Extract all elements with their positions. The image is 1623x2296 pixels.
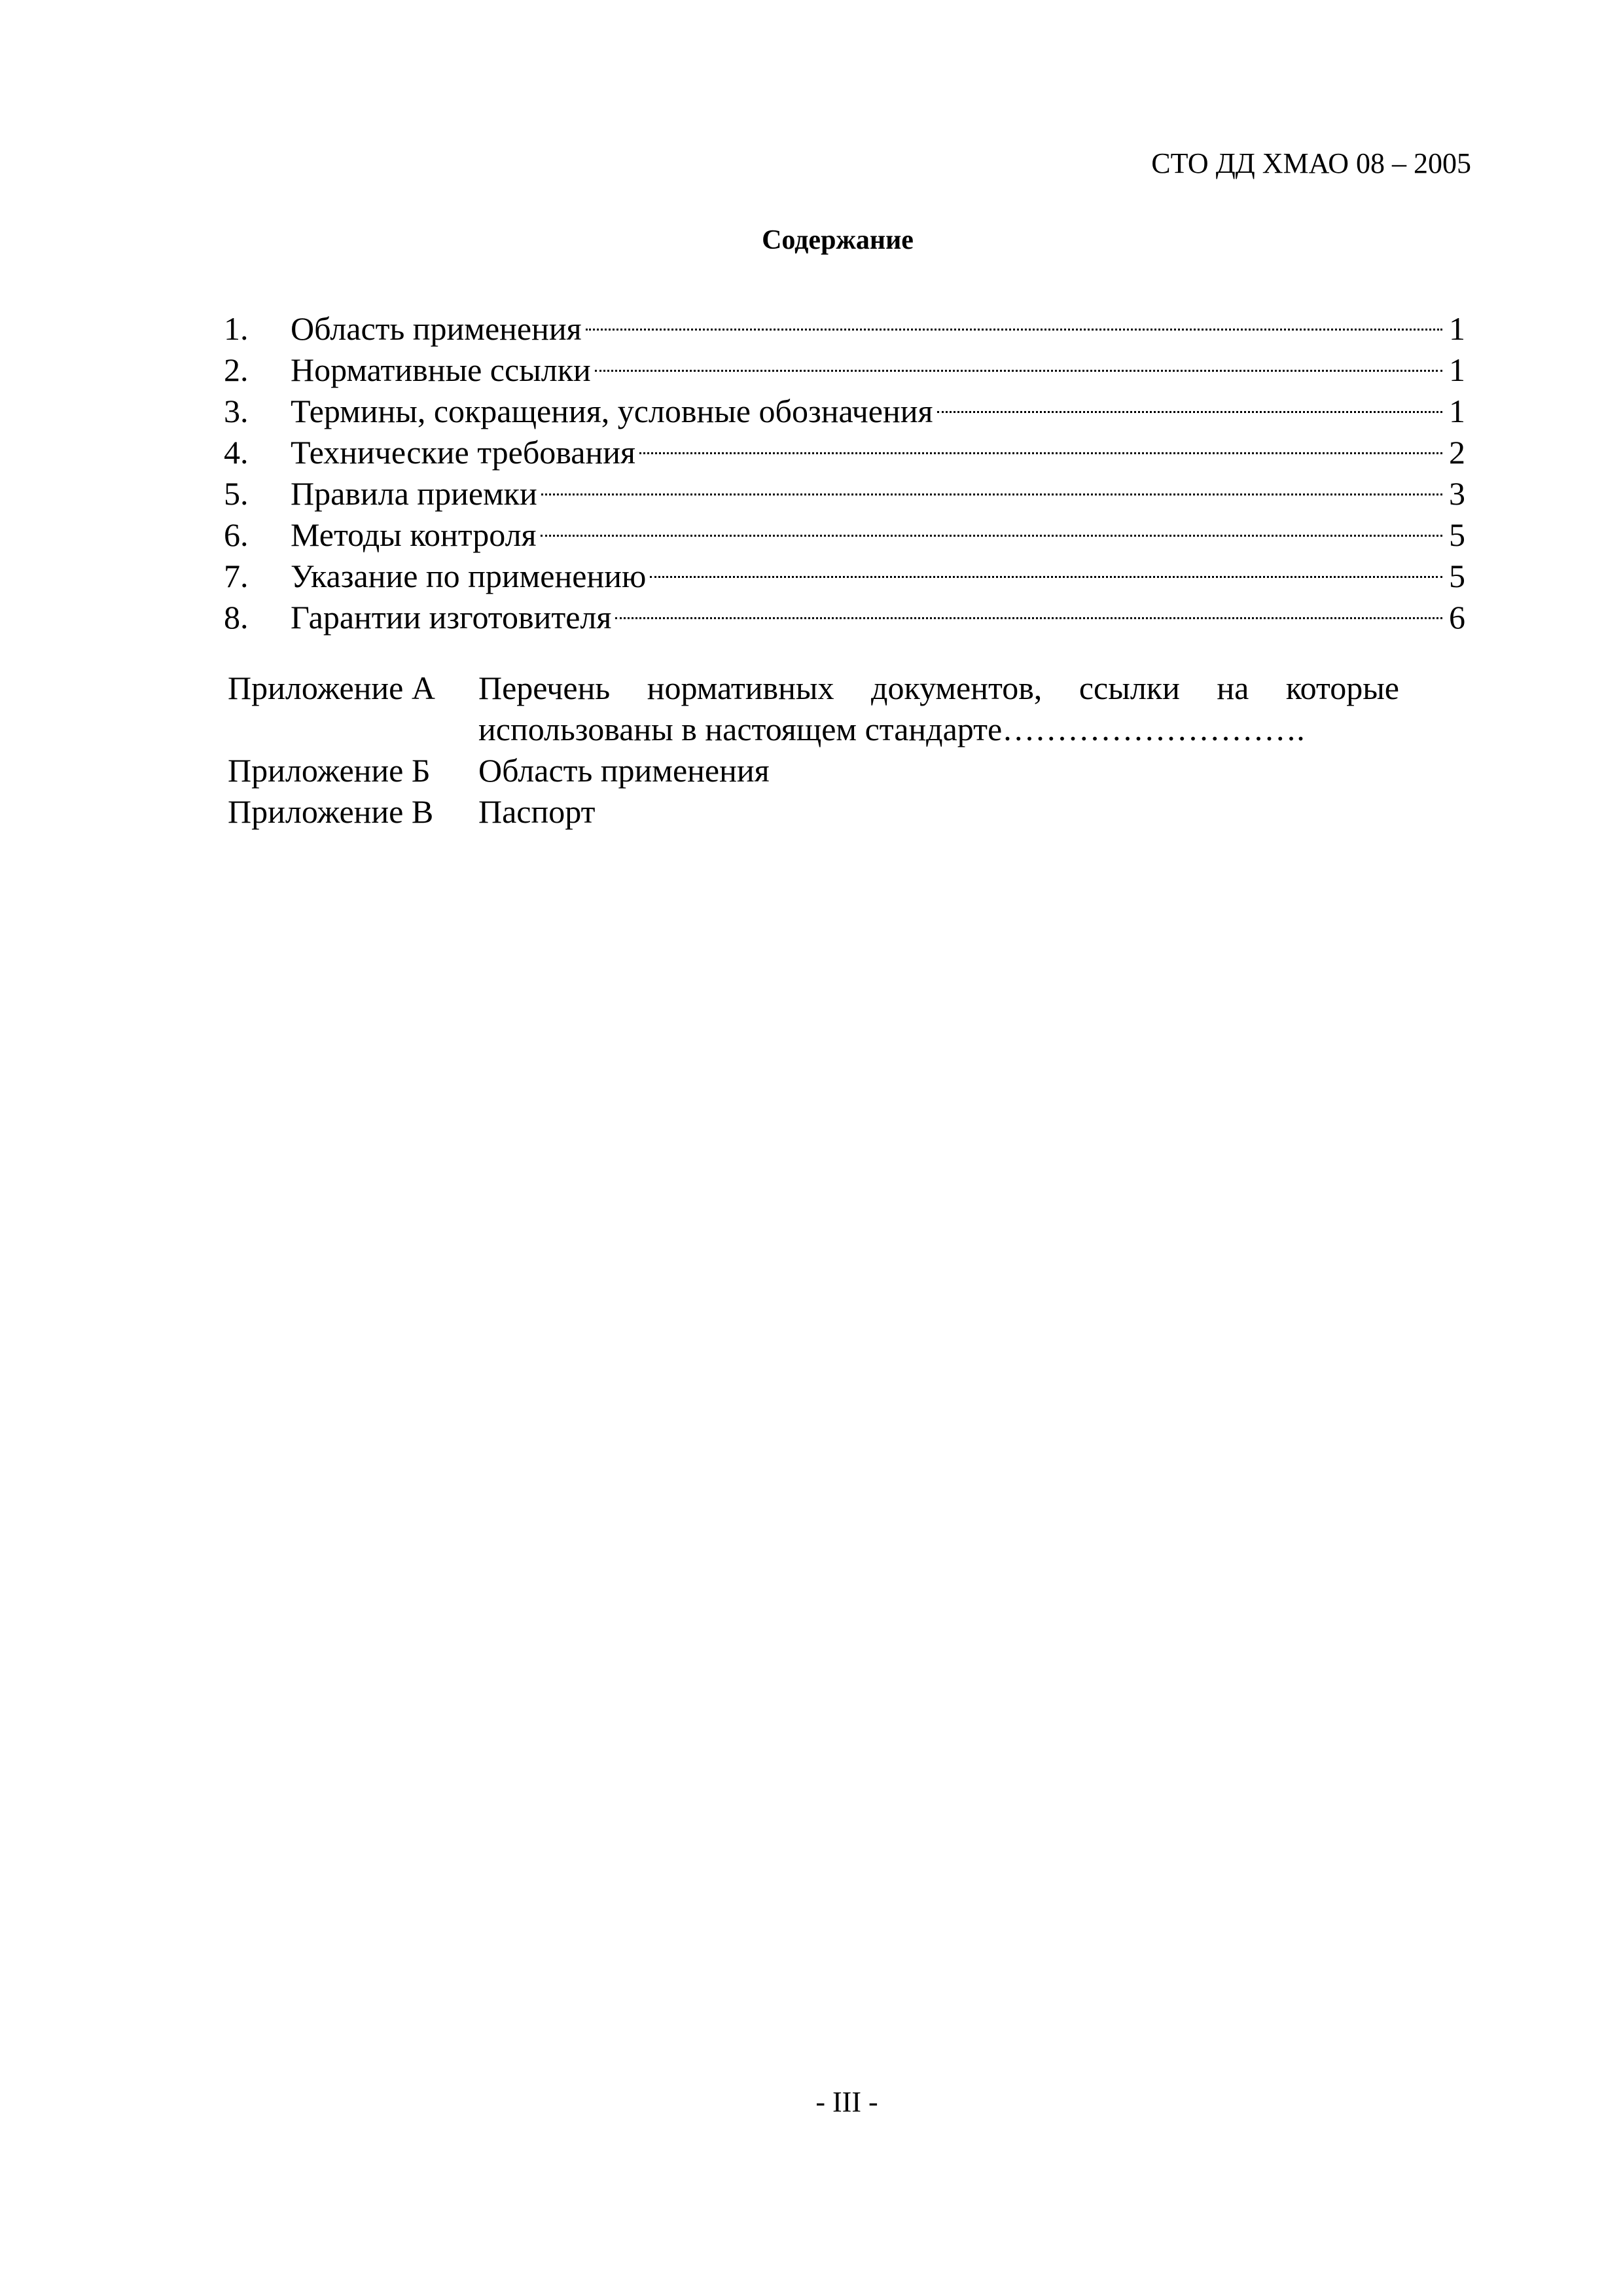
appendix-title: Область применения [478,752,770,789]
toc-item-label: Методы контроля [291,516,537,553]
toc-item-number: 7. [224,558,249,594]
page-number: - III - [815,2086,878,2118]
appendix-item[interactable] [228,750,1399,791]
toc-item-number: 1. [224,310,249,347]
appendix-label: Приложение В [228,793,434,830]
toc-item-page: 6 [1449,599,1465,636]
toc-list [224,298,1465,636]
appendix-title: Перечень нормативных документов, ссылки на которые использованы в настоящем стандарте………………………. [478,670,1399,747]
toc-item-label: Технические требования [291,434,635,471]
appendix-item[interactable] [228,791,1399,833]
toc-item-label: Нормативные ссылки [291,351,591,388]
toc-item-number: 3. [224,393,249,429]
toc-item-page: 5 [1449,558,1465,594]
appendix-title: Паспорт [478,793,596,830]
toc-item-number: 4. [224,434,249,471]
toc-leader-dots [595,340,1442,381]
toc-item-label: Правила приемки [291,475,537,512]
toc-item-page: 1 [1449,351,1465,388]
toc-item-page: 3 [1449,475,1465,512]
toc-item-number: 6. [224,516,249,553]
toc-item-number: 8. [224,599,249,636]
toc-item-page: 1 [1449,393,1465,429]
toc-leader-dots [650,546,1442,587]
toc-item[interactable] [224,298,1465,347]
appendix-label: Приложение Б [228,752,431,789]
appendix-label: Приложение А [228,670,435,706]
toc-item-label: Термины, сокращения, условные обозначения [291,393,933,429]
appendix-item[interactable] [228,668,1399,750]
toc-item-number: 2. [224,351,249,388]
toc-title: Содержание [762,225,914,255]
toc-item-page: 2 [1449,434,1465,471]
toc-leader-dots [615,587,1442,628]
document-code: СТО ДД ХМАО 08 – 2005 [1151,147,1471,179]
toc-leader-dots [639,422,1442,463]
toc-item-label: Область применения [291,310,582,347]
toc-leader-dots [937,381,1443,422]
toc-item-page: 5 [1449,516,1465,553]
toc-item-page: 1 [1449,310,1465,347]
toc-leader-dots [586,298,1442,340]
toc-leader-dots [541,505,1442,546]
toc-leader-dots [541,463,1442,505]
toc-item-label: Указание по применению [291,558,647,594]
toc-item-number: 5. [224,475,249,512]
toc-item-label: Гарантии изготовителя [291,599,612,636]
appendix-list [228,668,1399,833]
